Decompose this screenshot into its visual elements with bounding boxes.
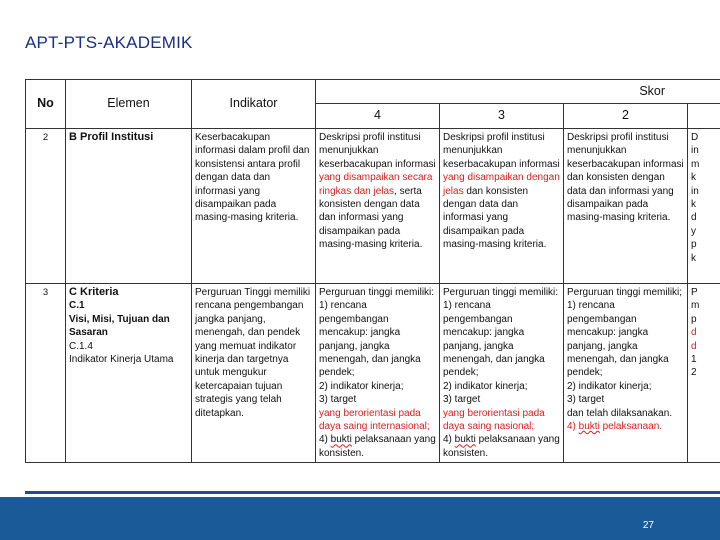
elemen-sub-name: Visi, Misi, Tujuan dan Sasaran — [69, 313, 170, 339]
header-skor: Skor — [316, 80, 720, 104]
score-3-cell: Deskripsi profil institusi menunjukkan keserbacakupan informasi yang disampaikan dengan jelas dan konsisten dengan data dan informasi yang disampaikan pada masing-masing kriteria. — [440, 129, 564, 284]
rubric-table — [25, 79, 720, 479]
score-2-cell: Perguruan tinggi memiliki; 1) rencana pengembangan mencakup: jangka panjang, jangka menengah, dan jangka pendek; 2) indikator kinerja; 3) target dan telah dilaksanakan. 4) bukti pelaksanaan. — [564, 284, 688, 463]
elemen-sub-code: C.1 — [69, 300, 85, 312]
score-1-cell: D in m k in k d y p k — [688, 129, 720, 284]
elemen-cell — [66, 129, 192, 284]
score-1-cell: P m p d d 1 2 — [688, 284, 720, 463]
elemen-cell — [66, 284, 192, 463]
score-3-cell: Perguruan tinggi memiliki: 1) rencana pengembangan mencakup: jangka panjang, jangka menengah, dan jangka pendek; 2) indikator kinerja; 3) target yang berorientasi pada daya saing nasional; 4) bukti pelaksanaan yang konsisten. — [440, 284, 564, 463]
score-2-cell: Deskripsi profil institusi menunjukkan keserbacakupan informasi dan konsisten dengan data dan informasi yang disampaikan pada masing-masing kriteria. — [564, 129, 688, 284]
header-score-2: 2 — [564, 104, 688, 129]
divider-line — [25, 491, 720, 494]
slide-title: APT-PTS-AKADEMIK — [25, 33, 193, 52]
table-row — [26, 284, 720, 463]
header-score-4: 4 — [316, 104, 440, 129]
elemen-title: C Kriteria — [69, 286, 119, 298]
header-indikator: Indikator — [192, 80, 316, 129]
page-number: 27 — [642, 520, 654, 531]
header-score-3: 3 — [440, 104, 564, 129]
score-4-cell: Deskripsi profil institusi menunjukkan keserbacakupan informasi yang disampaikan secara ringkas dan jelas, serta konsisten dengan data dan informasi yang disampaikan pada masing-masing kriteria. — [316, 129, 440, 284]
header-score-1 — [688, 104, 720, 129]
row-number: 3 — [26, 284, 66, 463]
indikator-cell: Perguruan Tinggi memiliki rencana pengembangan jangka panjang, menengah, dan pendek yang memuat indikator kinerja dan targetnya untuk mengukur ketercapaian tujuan strategis yang telah ditetapkan. — [192, 284, 316, 463]
row-number: 2 — [26, 129, 66, 284]
table-row — [26, 129, 720, 284]
header-elemen: Elemen — [66, 80, 192, 129]
header-no: No — [26, 80, 66, 129]
elemen-name: Indikator Kinerja Utama — [69, 354, 174, 366]
score-4-cell: Perguruan tinggi memiliki: 1) rencana pengembangan mencakup: jangka panjang, jangka menengah, dan jangka pendek; 2) indikator kinerja; 3) target yang berorientasi pada daya saing internasional; 4) bukti pelaksanaan yang konsisten. — [316, 284, 440, 463]
elemen-code: C.1.4 — [69, 340, 93, 352]
elemen-title: B Profil Institusi — [69, 131, 154, 143]
footer-bar — [0, 497, 720, 540]
indikator-cell: Keserbacakupan informasi dalam profil dan konsistensi antara profil dengan data dan informasi yang disampaikan pada masing-masing kriteria. — [192, 129, 316, 284]
